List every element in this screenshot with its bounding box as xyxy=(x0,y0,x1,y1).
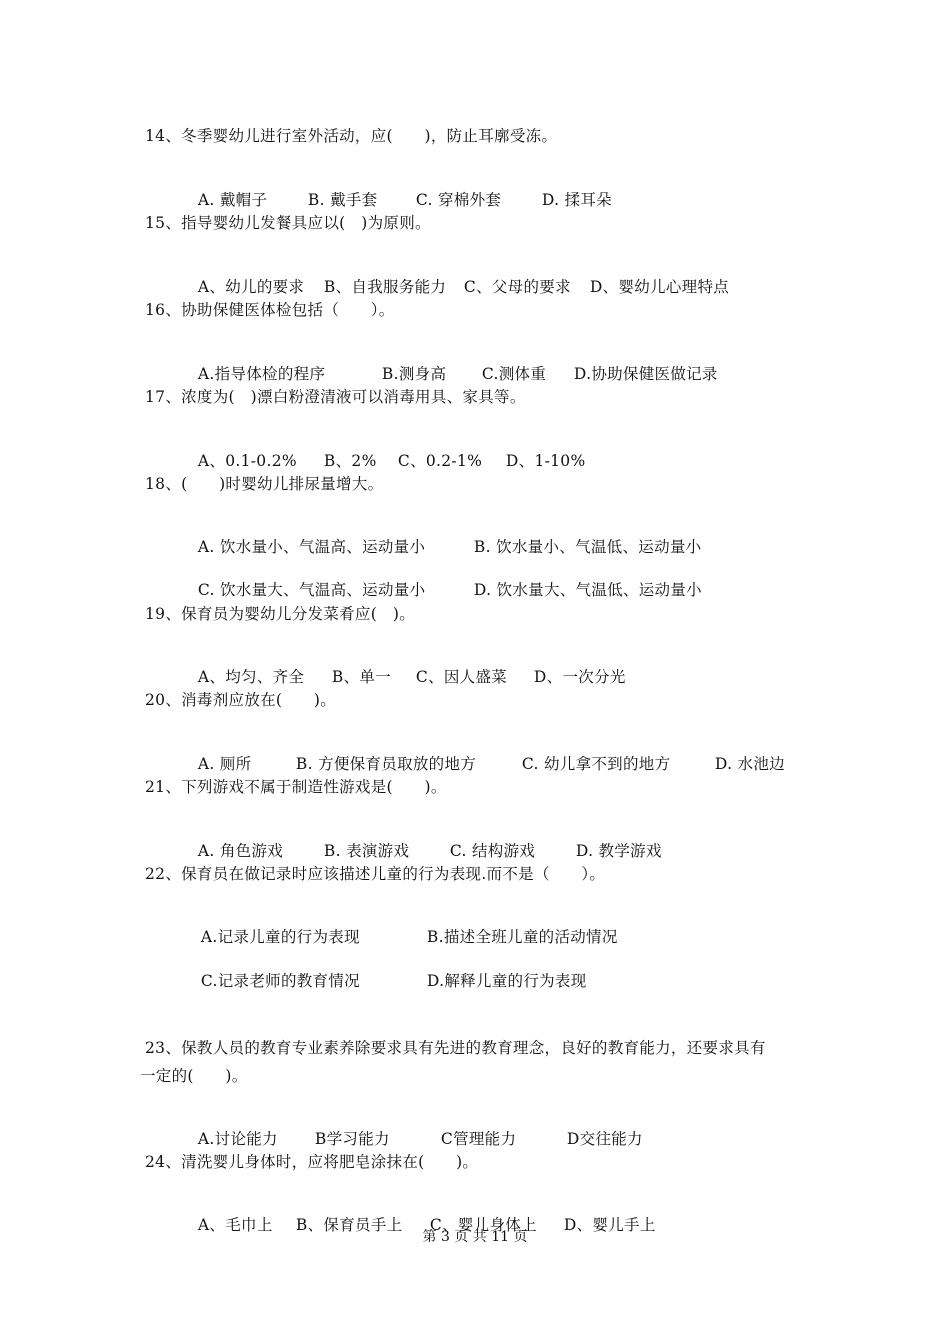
option-c: C. 幼儿拿不到的地方 xyxy=(521,755,671,773)
option-b: B、保育员手上 xyxy=(295,1216,403,1234)
question-17-stem: 17、浓度为( )漂白粉澄清液可以消毒用具、家具等。 xyxy=(145,388,526,406)
option-b: B. 表演游戏 xyxy=(323,842,410,860)
option-d: D、1-10% xyxy=(505,452,586,470)
option-c: C. 饮水量大、气温高、运动量小 xyxy=(197,581,426,599)
option-b: B、单一 xyxy=(331,668,392,686)
option-a: A. 戴帽子 xyxy=(197,191,268,209)
option-d: D、婴儿手上 xyxy=(563,1216,656,1234)
question-21-stem: 21、下列游戏不属于制造性游戏是( )。 xyxy=(145,778,447,796)
question-19-stem: 19、保育员为婴幼儿分发菜肴应( )。 xyxy=(145,605,416,623)
option-b: B.测身高 xyxy=(381,365,447,383)
question-18-stem: 18、( )时婴幼儿排尿量增大。 xyxy=(145,475,384,493)
option-b: B. 饮水量小、气温低、运动量小 xyxy=(473,538,702,556)
option-d: D、一次分光 xyxy=(533,668,626,686)
option-c: C、婴儿身体上 xyxy=(429,1216,537,1234)
question-24-options xyxy=(177,1195,656,1255)
option-c: C、0.2-1% xyxy=(397,452,483,470)
question-15-stem: 15、指导婴幼儿发餐具应以( )为原则。 xyxy=(145,214,431,232)
option-a: A.记录儿童的行为表现 xyxy=(200,928,360,946)
question-20-stem: 20、消毒剂应放在( )。 xyxy=(145,691,337,709)
option-b: B、自我服务能力 xyxy=(323,278,447,296)
option-c: C.测体重 xyxy=(481,365,547,383)
option-a: A、毛巾上 xyxy=(197,1216,273,1234)
option-c: C、父母的要求 xyxy=(463,278,571,296)
option-a: A.讨论能力 xyxy=(197,1130,278,1148)
option-d: D、婴幼儿心理特点 xyxy=(589,278,730,296)
option-b: B. 戴手套 xyxy=(307,191,378,209)
question-16-stem: 16、协助保健医体检包括（ ）。 xyxy=(145,301,395,319)
option-c: C管理能力 xyxy=(440,1130,517,1148)
option-b: B学习能力 xyxy=(314,1130,390,1148)
option-d: D.解释儿童的行为表现 xyxy=(426,972,587,990)
option-b: B.描述全班儿童的活动情况 xyxy=(426,928,618,946)
option-d: D. 饮水量大、气温低、运动量小 xyxy=(473,581,702,599)
question-14-stem: 14、冬季婴幼儿进行室外活动，应( )，防止耳廓受冻。 xyxy=(145,127,558,145)
option-d: D. 揉耳朵 xyxy=(541,191,612,209)
option-a: A. 角色游戏 xyxy=(197,842,284,860)
page-number-footer: 第 3 页 共 11 页 xyxy=(422,1229,528,1245)
option-c: C、因人盛菜 xyxy=(415,668,508,686)
option-b: B. 方便保育员取放的地方 xyxy=(295,755,477,773)
option-b: B、2% xyxy=(323,452,377,470)
option-c: C.记录老师的教育情况 xyxy=(200,972,360,990)
option-a: A. 饮水量小、气温高、运动量小 xyxy=(197,538,426,556)
question-23-stem: 23、保教人员的教育专业素养除要求具有先进的教育理念，良好的教育能力，还要求具有 xyxy=(145,1039,766,1057)
option-a: A、0.1-0.2% xyxy=(197,452,297,470)
option-a: A、均匀、齐全 xyxy=(197,668,305,686)
option-a: A.指导体检的程序 xyxy=(197,365,326,383)
option-d: D. 水池边 xyxy=(714,755,785,773)
question-23-stem-continued: 一定的( )。 xyxy=(140,1067,248,1085)
option-c: C. 结构游戏 xyxy=(449,842,536,860)
question-24-stem: 24、清洗婴儿身体时，应将肥皂涂抹在( )。 xyxy=(145,1153,479,1171)
option-d: D.协助保健医做记录 xyxy=(573,365,718,383)
option-d: D. 教学游戏 xyxy=(575,842,662,860)
question-22-options-row-2 xyxy=(180,951,587,1011)
option-d: D交往能力 xyxy=(566,1130,643,1148)
question-22-stem: 22、保育员在做记录时应该描述儿童的行为表现.而不是（ ）。 xyxy=(145,865,606,883)
option-c: C. 穿棉外套 xyxy=(415,191,502,209)
option-a: A、幼儿的要求 xyxy=(197,278,305,296)
option-a: A. 厕所 xyxy=(197,755,252,773)
